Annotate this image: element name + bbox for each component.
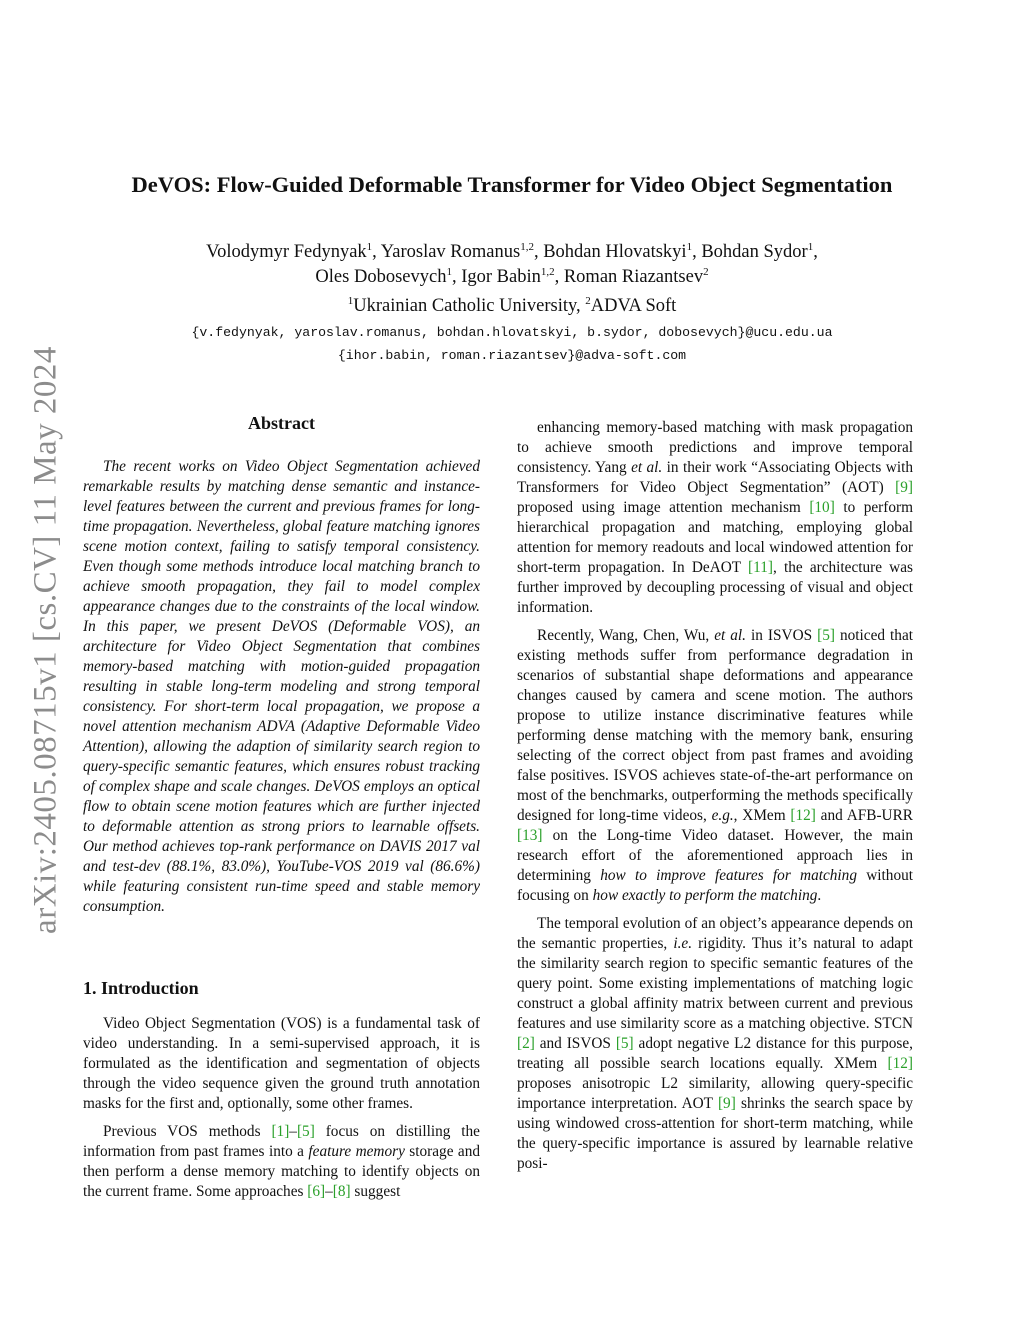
citation-link[interactable]: [13]	[517, 827, 543, 844]
text-run: Previous VOS methods	[103, 1123, 272, 1140]
author-name: Volodymyr Fedynyak	[206, 242, 367, 262]
citation-link[interactable]: [9]	[717, 1095, 736, 1112]
citation-link[interactable]: [5]	[817, 627, 835, 644]
citation-link[interactable]: [12]	[887, 1055, 913, 1072]
text-run: suggest	[350, 1183, 401, 1200]
citation-link[interactable]: [10]	[809, 499, 835, 516]
affil-name: Ukrainian Catholic University,	[353, 296, 586, 316]
right-column	[517, 418, 913, 1182]
text-run: .	[817, 887, 822, 904]
author-list	[120, 240, 904, 290]
author-affil-marker: 1,2	[520, 241, 534, 253]
abstract-body	[83, 457, 480, 925]
email-line-1: {v.fedynyak, yaroslav.romanus, bohdan.hlovatskyi, b.sydor, dobosevych}@ucu.edu.ua	[191, 325, 833, 340]
text-run: , XMem	[733, 807, 791, 824]
emphasis-text: e.g.	[711, 807, 734, 824]
citation-link[interactable]: [1]	[271, 1123, 290, 1140]
section-heading-introduction: 1. Introduction	[83, 978, 199, 998]
text-run: without focusing on	[517, 867, 913, 904]
citation-link[interactable]: [5]	[296, 1123, 315, 1140]
text-run: and AFB-URR	[815, 807, 914, 824]
emphasis-text: et al.	[631, 459, 663, 476]
author-affil-marker: 1,2	[540, 266, 555, 278]
text-run: The temporal evolution of an object’s appearance depends on the semantic properties,	[517, 915, 913, 952]
citation-link[interactable]: [11]	[748, 559, 773, 576]
citation-link[interactable]: [12]	[790, 807, 816, 824]
emphasis-text: how to improve features for matching	[600, 867, 857, 884]
citation-link[interactable]: [8]	[332, 1183, 351, 1200]
text-run: enhancing memory-based matching with mask propagation to achieve smooth predictions and improve temporal consistency. Yang	[517, 419, 913, 476]
text-run: on the Long-time Video dataset. However, the main research effort of the aforementioned approach lies in determining	[517, 827, 913, 884]
paragraph: Video Object Segmentation (VOS) is a fundamental task of video understanding. In a semi-supervised approach, it is formulated as the identification and segmentation of objects through the video sequence given the ground truth annotation masks for the first and, optionally, some other frames.	[83, 1015, 480, 1112]
author-name: Yaroslav Romanus	[380, 242, 521, 262]
affil-marker: 2	[585, 295, 591, 307]
emphasis-text: et al.	[714, 627, 747, 644]
author-name: Roman Riazantsev	[563, 267, 704, 287]
text-run: Recently, Wang, Chen, Wu,	[537, 627, 715, 644]
text-run: proposes anisotropic L2 similarity, allowing query-specific importance interpretation. AOT	[517, 1075, 913, 1112]
affil-marker: 1	[347, 295, 354, 307]
text-run: adopt negative L2 distance for this purpose, treating all possible search locations equally. XMem	[517, 1035, 913, 1072]
arxiv-sidebar-stamp	[26, 340, 66, 940]
text-run: in their work “Associating Objects with Transformers for Video Object Segmentation” (AOT)	[517, 459, 913, 496]
paper-title: DeVOS: Flow-Guided Deformable Transformer for Video Object Segmentation	[131, 172, 893, 197]
text-run: to perform hierarchical propagation and matching, employing global attention for memory readouts and local windowed attention for short-term propagation. In DeAOT	[517, 499, 913, 576]
text-run: rigidity. Thus it’s natural to adapt the similarity search region to specific semantic features of the query point. Some existing implementations of matching logic construct a global affinity matrix between current and previous features and use similarity score as a matching objective. STCN	[517, 935, 913, 1032]
author-affil-marker: 1	[686, 241, 693, 253]
author-affil-marker: 1	[366, 241, 373, 253]
citation-link[interactable]: [9]	[895, 479, 913, 496]
text-run: shrinks the search space by using windowed cross-attention for short-term matching, while the query-specific importance is assured by learnable relative posi-	[517, 1095, 913, 1172]
author-name: Oles Dobosevych	[315, 267, 447, 287]
arxiv-id: arXiv:2405.08715v1 [cs.CV] 11 May 2024	[27, 346, 64, 934]
paragraph	[517, 914, 913, 1174]
affil-name: ADVA Soft	[590, 296, 677, 316]
citation-link[interactable]: [6]	[307, 1183, 326, 1200]
text-run: –	[325, 1183, 333, 1200]
author-affil-marker: 1	[446, 266, 452, 278]
text-run: focus on distilling the information from past frames into a	[83, 1123, 480, 1160]
email-line-2: {ihor.babin, roman.riazantsev}@adva-soft.com	[337, 348, 687, 363]
paragraph	[517, 418, 913, 618]
author-name: Igor Babin	[461, 267, 541, 287]
abstract-heading: Abstract	[248, 413, 315, 433]
affiliations	[120, 296, 904, 317]
author-affil-marker: 1	[807, 241, 814, 253]
citation-link[interactable]: [5]	[615, 1035, 634, 1052]
text-run: and ISVOS	[534, 1035, 616, 1052]
citation-link[interactable]: [2]	[517, 1035, 535, 1052]
text-run: storage and then perform a dense memory matching to identify objects on the current frame. Some approaches	[83, 1143, 480, 1200]
author-line-2: Oles Dobosevych$^1$, Igor Babin$^{1,2}$, Roman Riazantsev$^2$	[315, 266, 709, 287]
paragraph	[83, 1122, 480, 1202]
emphasis-text: i.e.	[673, 935, 693, 952]
introduction-left-column	[83, 1014, 480, 1210]
abstract-text: The recent works on Video Object Segmentation achieved remarkable results by matching dense semantic and instance-level features between the current and previous frames for long-time propagation. Nevertheless, global feature matching ignores scene motion context, failing to satisfy temporal consistency. Even though some methods introduce local matching branch to achieve smooth propagation, they fail to model complex appearance changes due to the constraints of the local window. In this paper, we present DeVOS (Deformable VOS), an architecture for Video Object Segmentation that combines memory-based matching with motion-guided propagation resulting in stable long-term modeling and strong temporal consistency. For short-term local propagation, we propose a novel attention mechanism ADVA (Adaptive Deformable Video Attention), allowing the adaption of similarity search region to query-specific semantic features, which ensures robust tracking of complex shape and scale changes. DeVOS employs an optical flow to obtain scene motion features which are further injected to deformable attention as strong priors to learnable offsets. Our method achieves top-rank performance on DAVIS 2017 val and test-dev (88.1%, 83.0%), YouTube-VOS 2019 val (86.6%) while featuring consistent run-time speed and stable memory consumption.	[83, 458, 480, 915]
text-run: –	[289, 1123, 297, 1140]
text-run: , the architecture was further improved by decoupling processing of visual and object information.	[517, 559, 913, 616]
author-line-1: Volodymyr Fedynyak$^1$, Yaroslav Romanus$^{1,2}$, Bohdan Hlovatskyi$^1$, Bohdan Sydor$^1$,	[206, 241, 818, 262]
author-affil-marker: 2	[703, 266, 709, 278]
emphasis-text: how exactly to perform the matching	[592, 887, 818, 904]
text-run: in ISVOS	[746, 627, 818, 644]
text-run: proposed using image attention mechanism	[517, 499, 810, 516]
emphasis-text: feature memory	[308, 1143, 405, 1160]
text-run: noticed that existing methods suffer from performance degradation in scenarios of substantial shape deformations and appearance changes caused by camera and scene motion. The authors propose to utilize instance discriminative features while performing dense matching with the memory bank, ensuring selecting of the correct object from past frames and avoiding false positives. ISVOS achieves state-of-the-art performance on most of the benchmarks, outperforming the methods specifically designed for long-time videos,	[517, 627, 913, 824]
author-name: Bohdan Sydor	[701, 242, 808, 262]
author-name: Bohdan Hlovatskyi	[543, 242, 687, 262]
paragraph	[517, 626, 913, 906]
